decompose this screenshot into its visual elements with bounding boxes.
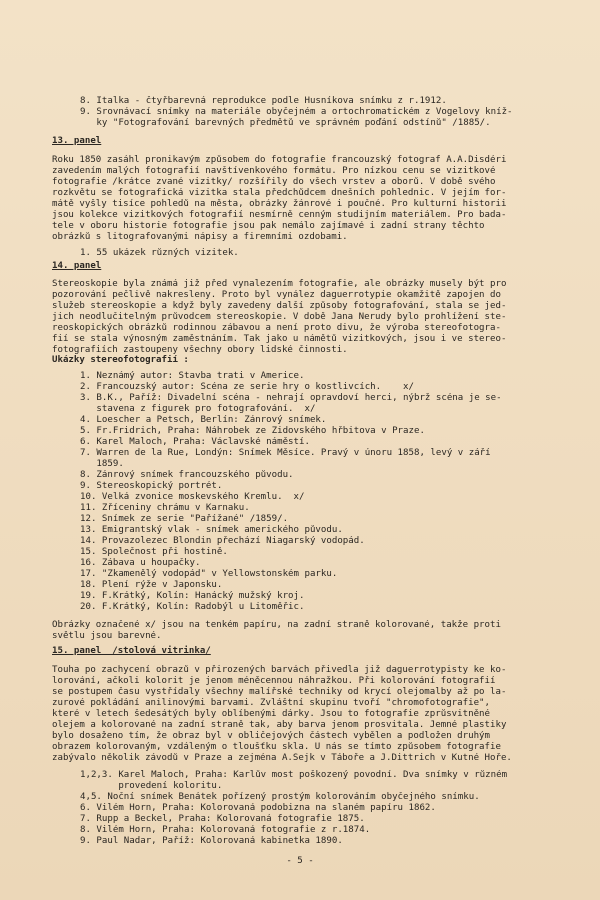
list-item: 18. Plení rýže v Japonsku. [80,580,223,590]
list-item: 13. Emigrantský vlak - snímek amerického původu. [80,525,343,535]
stereo-subheading: Ukázky stereofotografií : [52,355,189,365]
list-item: 9. Paul Nadar, Paříž: Kolorovaná kabinetka 1890. [80,836,343,846]
paragraph-line: obrazem kolorovaným, vzdáleným o tloušťku skla. U nás se tímto způsobem fotografie [52,742,501,752]
note-line: Obrázky označené x/ jsou na tenkém papíru, na zadní straně kolorované, takže proti [52,620,501,630]
list-item: 8. Vilém Horn, Praha: Kolorovaná fotografie z r.1874. [80,825,371,835]
panel-15-heading: 15. panel /stolová vitrinka/ [52,646,211,656]
list-item: 4. Loescher a Petsch, Berlín: Žánrový snímek. [80,415,327,425]
list-item: 6. Karel Maloch, Praha: Václavské náměstí. [80,437,310,447]
list-item: 17. "Zkamenělý vodopád" v Yellowstonském parku. [80,569,338,579]
paragraph-line: olejem a kolorované na zadní straně tak, aby barva jenom prosvitala. Jemné plastiky [52,720,507,730]
note-line: světlu jsou barevné. [52,631,162,641]
paragraph-line: fotografiích zastoupeny všechny obory lidské činnosti. [52,345,348,355]
list-item: 15. Společnost při hostině. [80,547,228,557]
list-item: 3. B.K., Paříž: Divadelní scéna - nehrají opravdoví herci, nýbrž scéna je se- [80,393,502,403]
paragraph-line: tele v oboru historie fotografie jsou pak nemálo zajímavé i zadní strany těchto [52,221,485,231]
paragraph-line: jich neodlučitelným průvodcem stereoskopie. V době Jana Nerudy bylo prohlížení ste- [52,312,507,322]
list-item: 11. Zříceniny chrámu v Karnaku. [80,503,250,513]
list-item: 2. Francouzský autor: Scéna ze serie hry o kostlivcích. x/ [80,382,414,392]
paragraph-line: fií se stala výnosným zaměstnáním. Tak jako u námětů vizitkových, jsou i ve stereo- [52,334,507,344]
paragraph-line: služeb stereoskopie a když byly zavedeny další způsoby fotografování, stala se jed- [52,301,507,311]
paragraph-line: reoskopických obrázků rodinnou zábavou a není proto divu, že výroba stereofotogra- [52,323,501,333]
intro-item: ky "Fotografování barevných předmětů ve správném poďání odstínů" /1885/. [80,118,491,128]
paragraph-line: Touha po zachycení obrazů v přirozených barvách přivedla již daguerrotypisty ke ko- [52,665,507,675]
paragraph-line: které v letech šedesátých byly oblíbenými dárky. Jsou to fotografie zprůsvitněné [52,709,490,719]
paragraph-line: mátě vyšly tisíce pohledů na města, obrázky žánrové i poučné. Pro kulturní historii [52,199,507,209]
list-item: 12. Snímek ze serie "Pařížané" /1859/. [80,514,289,524]
paragraph-line: se postupem času vystřídaly všechny malířské techniky od krycí olejomalby až po la- [52,687,507,697]
paragraph-line: bylo dosaženo tím, že obraz byl v obličejových částech vybělen a podložen druhým [52,731,490,741]
list-item: 4,5. Noční snímek Benátek pořízený prostým kolorováním obyčejného snímku. [80,792,480,802]
intro-item: 9. Srovnávací snímky na materiále obyčejném a ortochromatickém z Vogelovy kníž- [80,107,513,117]
paragraph-line: zurové pokládání anilinovými barvami. Zvláštní skupinu tvoří "chromofotografie", [52,698,490,708]
list-item: stavena z figurek pro fotografování. x/ [80,404,316,414]
paragraph-line: jsou kolekce vizitkových fotografií nesmírně cenným studijním materiálem. Pro bada- [52,210,507,220]
page-number: - 5 - [286,856,314,866]
list-item: 1,2,3. Karel Maloch, Praha: Karlův most poškozený povodní. Dva snímky v různém [80,770,508,780]
paragraph-line: zavedením malých fotografií navštívenkového formátu. Pro nízkou cenu se vizitkové [52,166,496,176]
list-item: 19. F.Krátký, Kolín: Hanácký mužský kroj. [80,591,305,601]
list-item: 1. Neznámý autor: Stavba trati v Americe. [80,371,305,381]
panel-13-heading: 13. panel [52,136,102,146]
paragraph-line: lorování, ačkoli kolorit je jenom méněcennou náhražkou. Při kolorování fotografií [52,676,496,686]
list-item: 6. Vilém Horn, Praha: Kolorovaná podobizna na slaném papíru 1862. [80,803,436,813]
paragraph-line: rozkvětu se fotografická vizitka stala předchůdcem dnešních pohlednic. V jejím for- [52,188,507,198]
paragraph-line: fotografie /krátce zvané vizitky/ rozšířily do všech vrstev a oborů. V době svého [52,177,496,187]
list-item: 9. Stereoskopický portrét. [80,481,223,491]
list-item: 20. F.Krátký, Kolín: Radobýl u Litoměřic. [80,602,305,612]
paragraph-line: pozorování pečlivě nakresleny. Proto byl vynález daguerrotypie okamžitě zapojen do [52,290,501,300]
list-item: 7. Rupp a Beckel, Praha: Kolorovaná fotografie 1875. [80,814,365,824]
list-item: 1. 55 ukázek různých vizitek. [80,248,239,258]
paragraph-line: Stereoskopie byla známá již před vynalezením fotografie, ale obrázky musely být pro [52,279,507,289]
list-item: 10. Velká zvonice moskevského Kremlu. x/ [80,492,305,502]
paragraph-line: Roku 1850 zasáhl pronikavým způsobem do fotografie francouzský fotograf A.A.Disdéri [52,155,507,165]
list-item: 16. Zábava u houpačky. [80,558,201,568]
panel-14-heading: 14. panel [52,261,102,271]
list-item: 14. Provazolezec Blondin přechází Niagarský vodopád. [80,536,365,546]
paragraph-line: obrázků s litografovanými nápisy a firemními ozdobami. [52,232,348,242]
list-item: 7. Warren de la Rue, Londýn: Snímek Měsíce. Pravý v únoru 1858, levý v září [80,448,491,458]
paragraph-line: zabývalo několik závodů v Praze a zejména A.Sejk v Táboře a J.Dittrich v Kutné Hoře. [52,753,512,763]
list-item: 5. Fr.Fridrich, Praha: Náhrobek ze Židovského hřbitova v Praze. [80,426,425,436]
intro-item: 8. Italka - čtyřbarevná reprodukce podle Husníkova snímku z r.1912. [80,96,447,106]
list-item: 1859. [80,459,124,469]
list-item: 8. Žánrový snímek francouzského původu. [80,470,294,480]
list-item: provedení koloritu. [80,781,223,791]
